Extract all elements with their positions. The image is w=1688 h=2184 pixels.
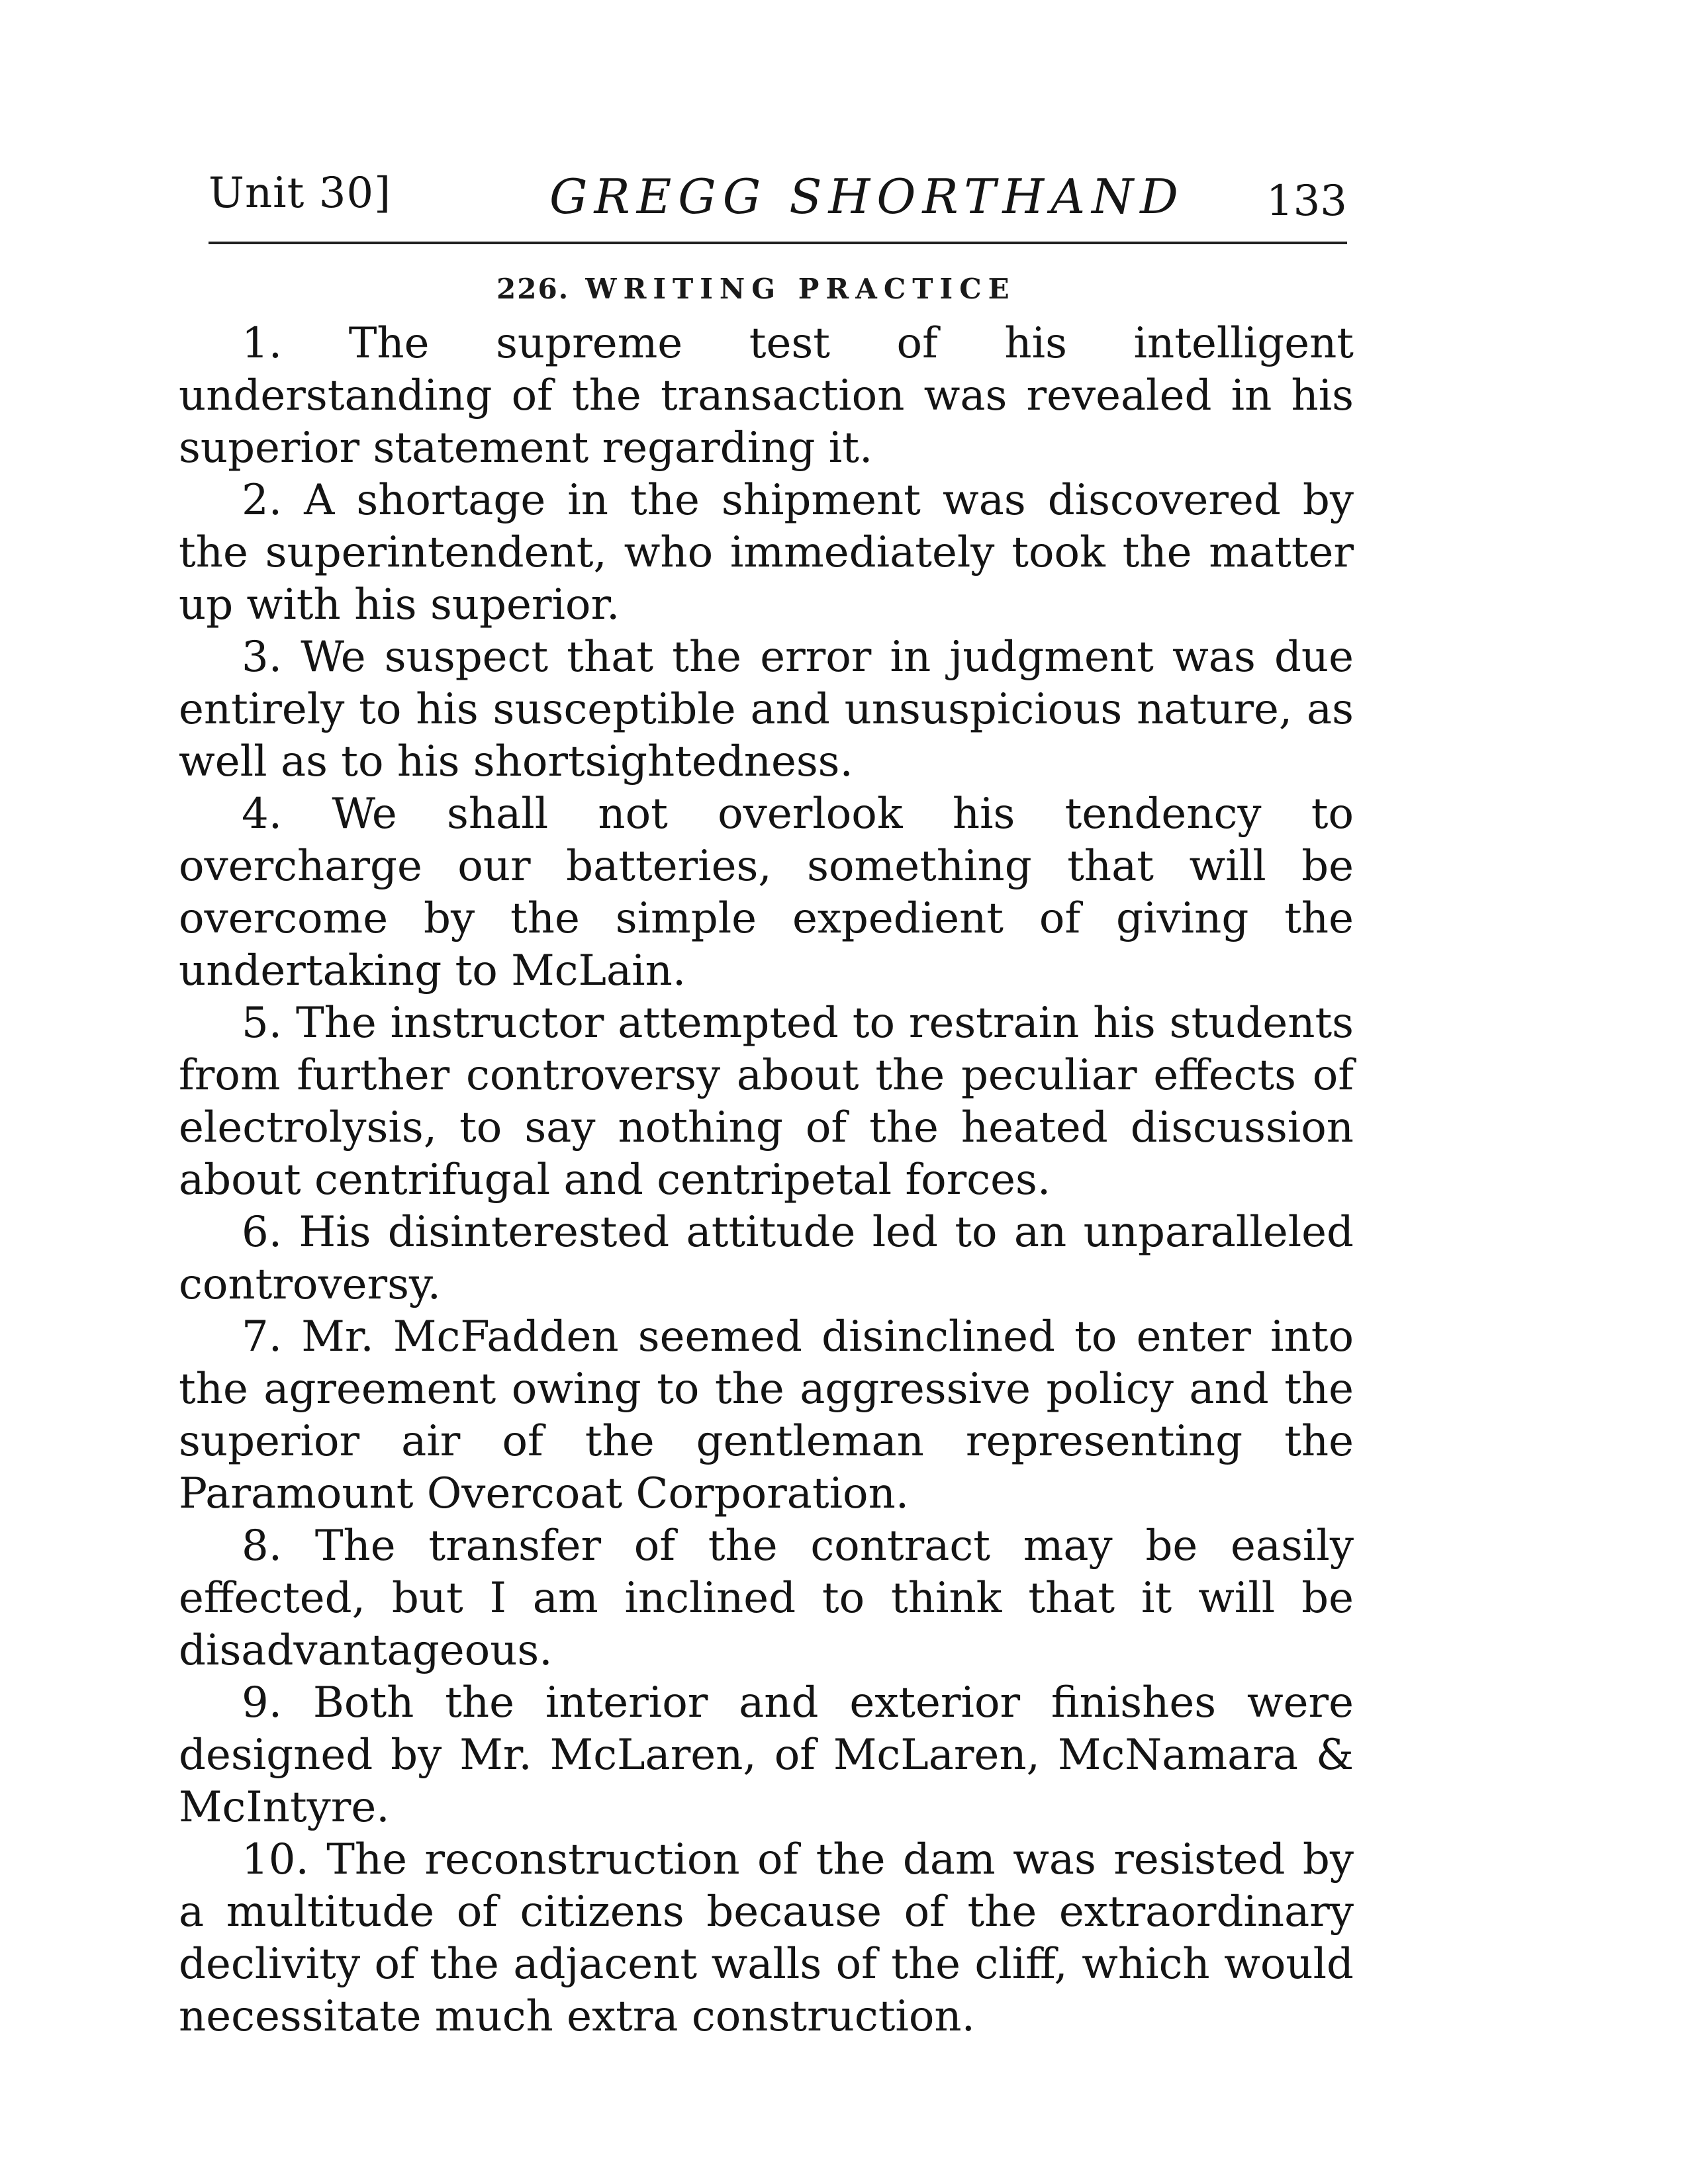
sentence-number: 1. — [242, 319, 283, 368]
section-number: 226. — [496, 273, 570, 305]
page-number: 133 — [1266, 177, 1347, 226]
practice-sentence — [179, 1520, 1354, 1677]
unit-label: Unit 30] — [209, 169, 392, 218]
sentence-number: 10. — [242, 1835, 309, 1884]
sentence-text: The instructor attempted to restrain his students from further controversy about the peculiar effects of electrolysis, to say nothing of the heated discussion about centrifugal and centripetal forces. — [179, 999, 1354, 1205]
sentence-number: 9. — [242, 1678, 283, 1727]
sentence-number: 2. — [242, 476, 283, 525]
practice-sentence — [179, 788, 1354, 997]
sentence-number: 7. — [242, 1312, 283, 1361]
page-header — [209, 156, 1347, 244]
sentence-text: The supreme test of his intelligent understanding of the transaction was revealed in his superior statement regarding it. — [179, 319, 1354, 473]
sentence-text: Mr. McFadden seemed disinclined to enter into the agreement owing to the aggressive policy and the superior air of the gentleman representing the Paramount Overcoat Corporation. — [179, 1312, 1354, 1518]
practice-sentence — [179, 475, 1354, 631]
practice-sentence — [179, 318, 1354, 475]
section-heading — [496, 273, 1016, 305]
book-title: GREGG SHORTHAND — [549, 169, 1185, 224]
sentence-text: The reconstruction of the dam was resisted by a multitude of citizens because of the extraordinary declivity of the adjacent walls of the cliff, which would necessitate much extra construction. — [179, 1835, 1354, 2041]
sentence-number: 6. — [242, 1208, 283, 1257]
practice-sentence-list — [179, 318, 1354, 2043]
practice-sentence — [179, 1206, 1354, 1311]
practice-sentence — [179, 1834, 1354, 2043]
sentence-text: A shortage in the shipment was discovered by the superintendent, who immediately took the matter up with his superior. — [179, 476, 1354, 629]
practice-sentence — [179, 1677, 1354, 1834]
sentence-text: We shall not overlook his tendency to overcharge our batteries, something that will be overcome by the simple expedient of giving the undertaking to McLain. — [179, 790, 1354, 995]
practice-sentence — [179, 631, 1354, 788]
sentence-number: 4. — [242, 790, 283, 839]
sentence-text: His disinterested attitude led to an unparalleled controversy. — [179, 1208, 1354, 1309]
section-title: WRITING PRACTICE — [585, 273, 1016, 305]
sentence-number: 3. — [242, 633, 283, 682]
practice-sentence — [179, 997, 1354, 1206]
sentence-number: 5. — [242, 999, 283, 1048]
sentence-text: The transfer of the contract may be easily effected, but I am inclined to think that it will be disadvantageous. — [179, 1522, 1354, 1675]
practice-sentence — [179, 1311, 1354, 1520]
sentence-text: Both the interior and exterior finishes were designed by Mr. McLaren, of McLaren, McNamara & McIntyre. — [179, 1678, 1354, 1832]
sentence-number: 8. — [242, 1522, 283, 1570]
sentence-text: We suspect that the error in judgment was due entirely to his susceptible and unsuspicious nature, as well as to his shortsightedness. — [179, 633, 1354, 786]
